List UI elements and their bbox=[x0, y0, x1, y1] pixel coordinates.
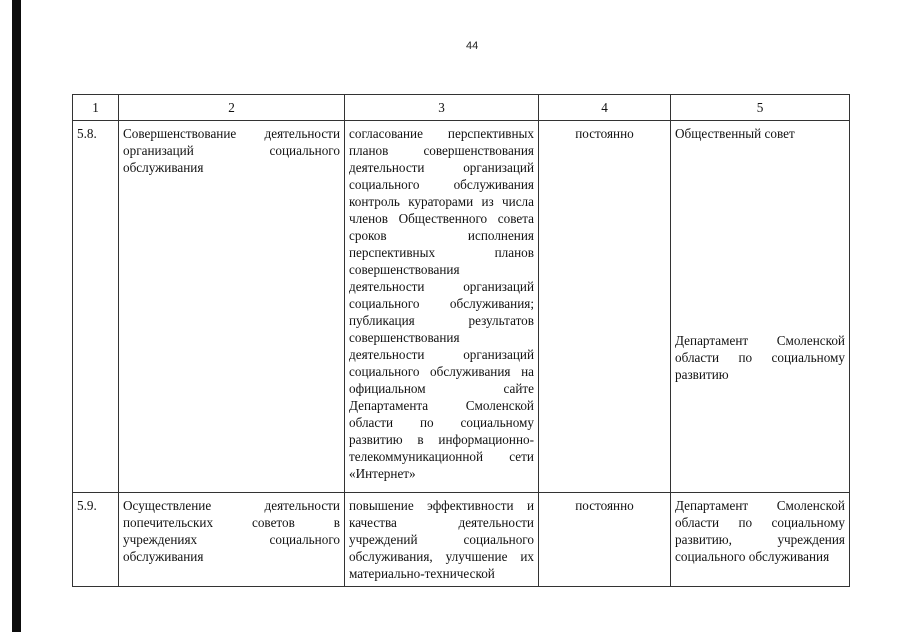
measure-actions: повышение эффективности и качества деятельности учреждений социального обслуживания, улучшение их материально-технической bbox=[345, 493, 539, 587]
page-number: 44 bbox=[466, 40, 479, 52]
measure-responsible bbox=[671, 121, 850, 493]
row-number: 5.8. bbox=[73, 121, 119, 493]
measure-term: постоянно bbox=[539, 121, 671, 493]
header-col-5: 5 bbox=[671, 95, 850, 121]
header-col-4: 4 bbox=[539, 95, 671, 121]
table-row bbox=[73, 121, 850, 493]
table-header-row bbox=[73, 95, 850, 121]
measure-name: Осуществление деятельности попечительских советов в учреждениях социального обслуживания bbox=[119, 493, 345, 587]
header-col-3: 3 bbox=[345, 95, 539, 121]
scan-edge bbox=[12, 0, 21, 632]
measure-responsible: Департамент Смоленской области по социальному развитию, учреждения социального обслуживания bbox=[671, 493, 850, 587]
measure-actions: согласование перспективных планов совершенствования деятельности организаций социального обслуживания контроль кураторами из числа членов Общественного совета сроков исполнения перспективных планов совершенствования деятельности организаций социального обслуживания; публикация результатов совершенствования деятельности организаций социального обслуживания на официальном сайте Департамента Смоленской области по социальному развитию в информационно-телекоммуникационной сети «Интернет» bbox=[345, 121, 539, 493]
plan-table bbox=[72, 94, 850, 587]
table-row bbox=[73, 493, 850, 587]
row-number: 5.9. bbox=[73, 493, 119, 587]
header-col-1: 1 bbox=[73, 95, 119, 121]
header-col-2: 2 bbox=[119, 95, 345, 121]
responsible-secondary: Департамент Смоленской области по социальному развитию bbox=[675, 333, 845, 382]
responsible-primary: Общественный совет bbox=[675, 126, 795, 141]
measure-name: Совершенствование деятельности организаций социального обслуживания bbox=[119, 121, 345, 493]
measure-term: постоянно bbox=[539, 493, 671, 587]
